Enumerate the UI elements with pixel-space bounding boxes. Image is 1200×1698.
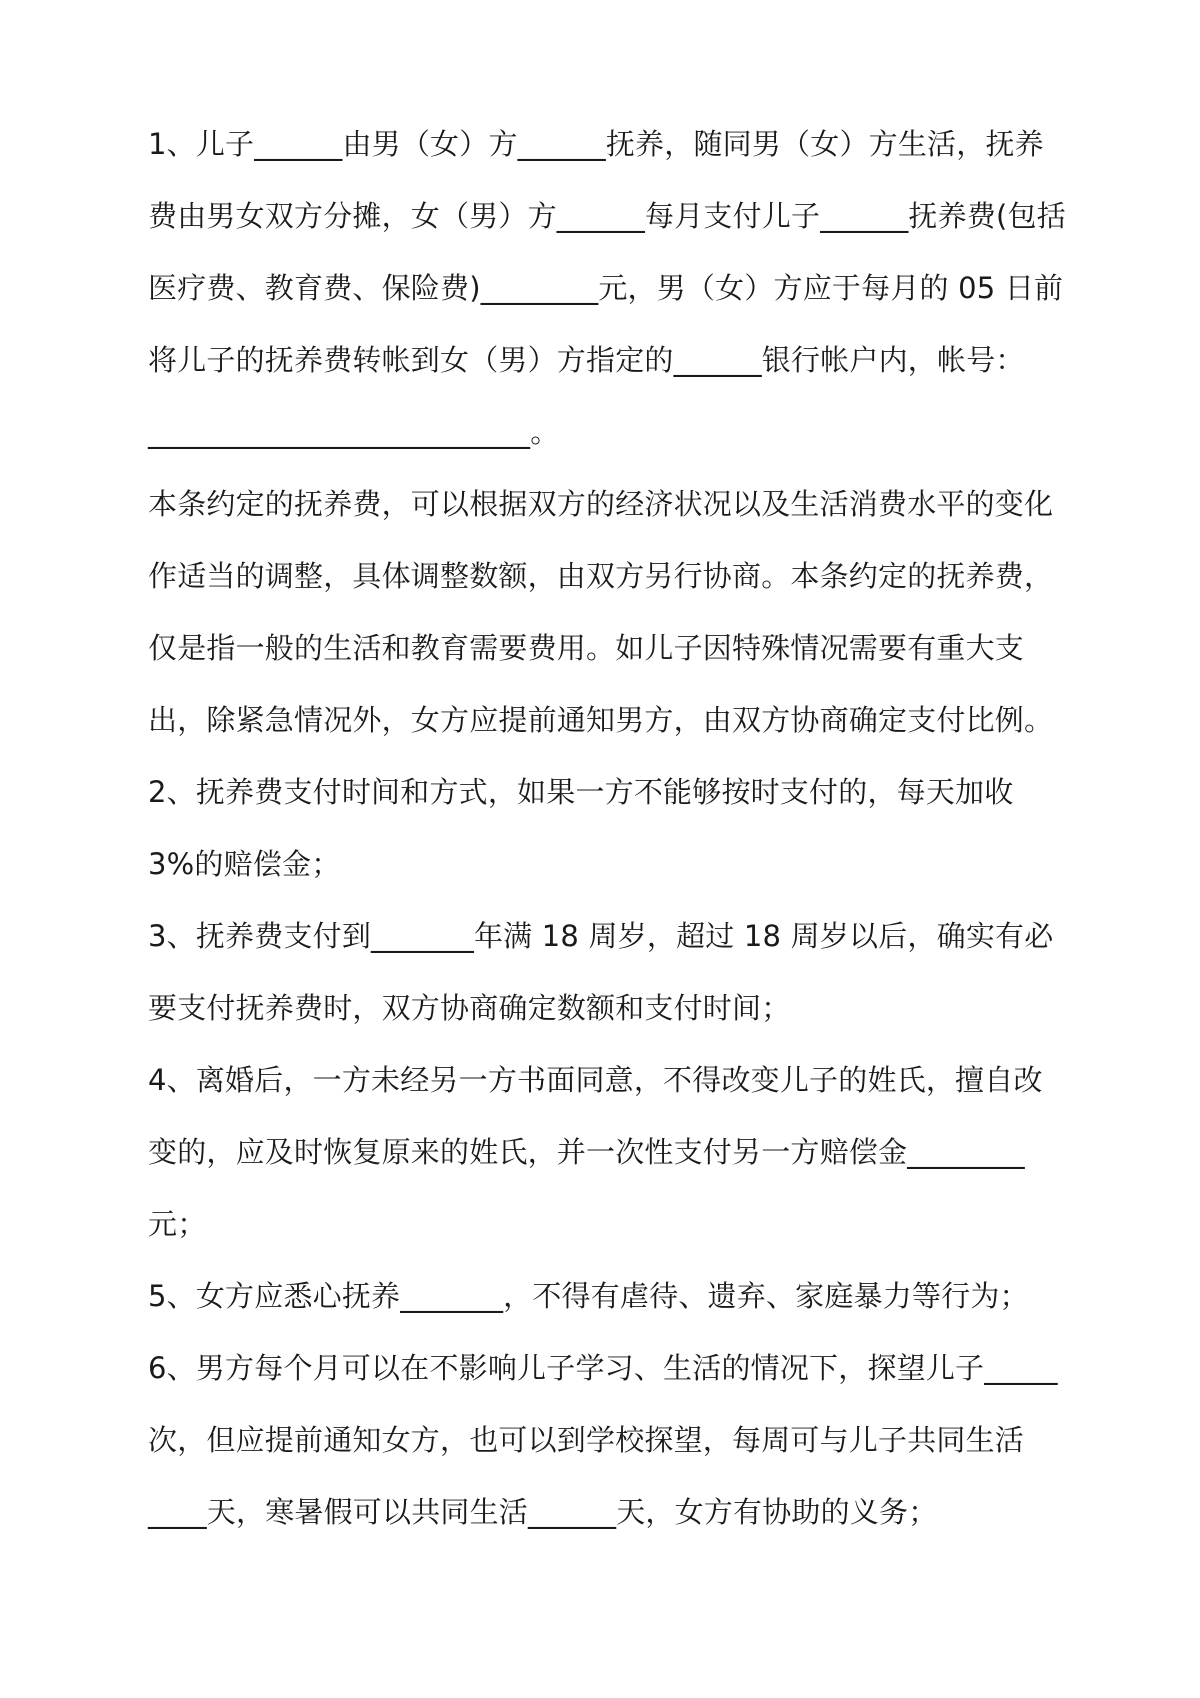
document-body — [148, 108, 1068, 1548]
paragraph-clause-3: 3、抚养费支付到_______年满 18 周岁，超过 18 周岁以后，确实有必要支付抚养费时，双方协商确定数额和支付时间； — [148, 919, 1054, 1025]
paragraph-clause-5: 5、女方应悉心抚养_______，不得有虐待、遗弃、家庭暴力等行为； — [148, 1279, 1029, 1313]
paragraph-clause-2: 2、抚养费支付时间和方式，如果一方不能够按时支付的，每天加收 3%的赔偿金； — [148, 775, 1014, 881]
paragraph-clause-6: 6、男方每个月可以在不影响儿子学习、生活的情况下，探望儿子_____次，但应提前通知女方，也可以到学校探望，每周可与儿子共同生活____天，寒暑假可以共同生活______天，女方有协助的义务； — [148, 1351, 1058, 1529]
paragraph-clause-1: 1、儿子______由男（女）方______抚养，随同男（女）方生活，抚养费由男女双方分摊，女（男）方______每月支付儿子______抚养费(包括医疗费、教育费、保险费)________元，男（女）方应于每月的 05 日前将儿子的抚养费转帐到女（男）方指定的______银行帐户内，帐号： — [148, 127, 1066, 377]
paragraph-clause-4: 4、离婚后，一方未经另一方书面同意，不得改变儿子的姓氏，擅自改变的，应及时恢复原来的姓氏，并一次性支付另一方赔偿金________元； — [148, 1063, 1043, 1241]
paragraph-account-number-line: __________________________。 — [148, 415, 560, 449]
paragraph-adjustment-note: 本条约定的抚养费，可以根据双方的经济状况以及生活消费水平的变化作适当的调整，具体调整数额，由双方另行协商。本条约定的抚养费，仅是指一般的生活和教育需要费用。如儿子因特殊情况需要有重大支出，除紧急情况外，女方应提前通知男方，由双方协商确定支付比例。 — [148, 487, 1054, 737]
